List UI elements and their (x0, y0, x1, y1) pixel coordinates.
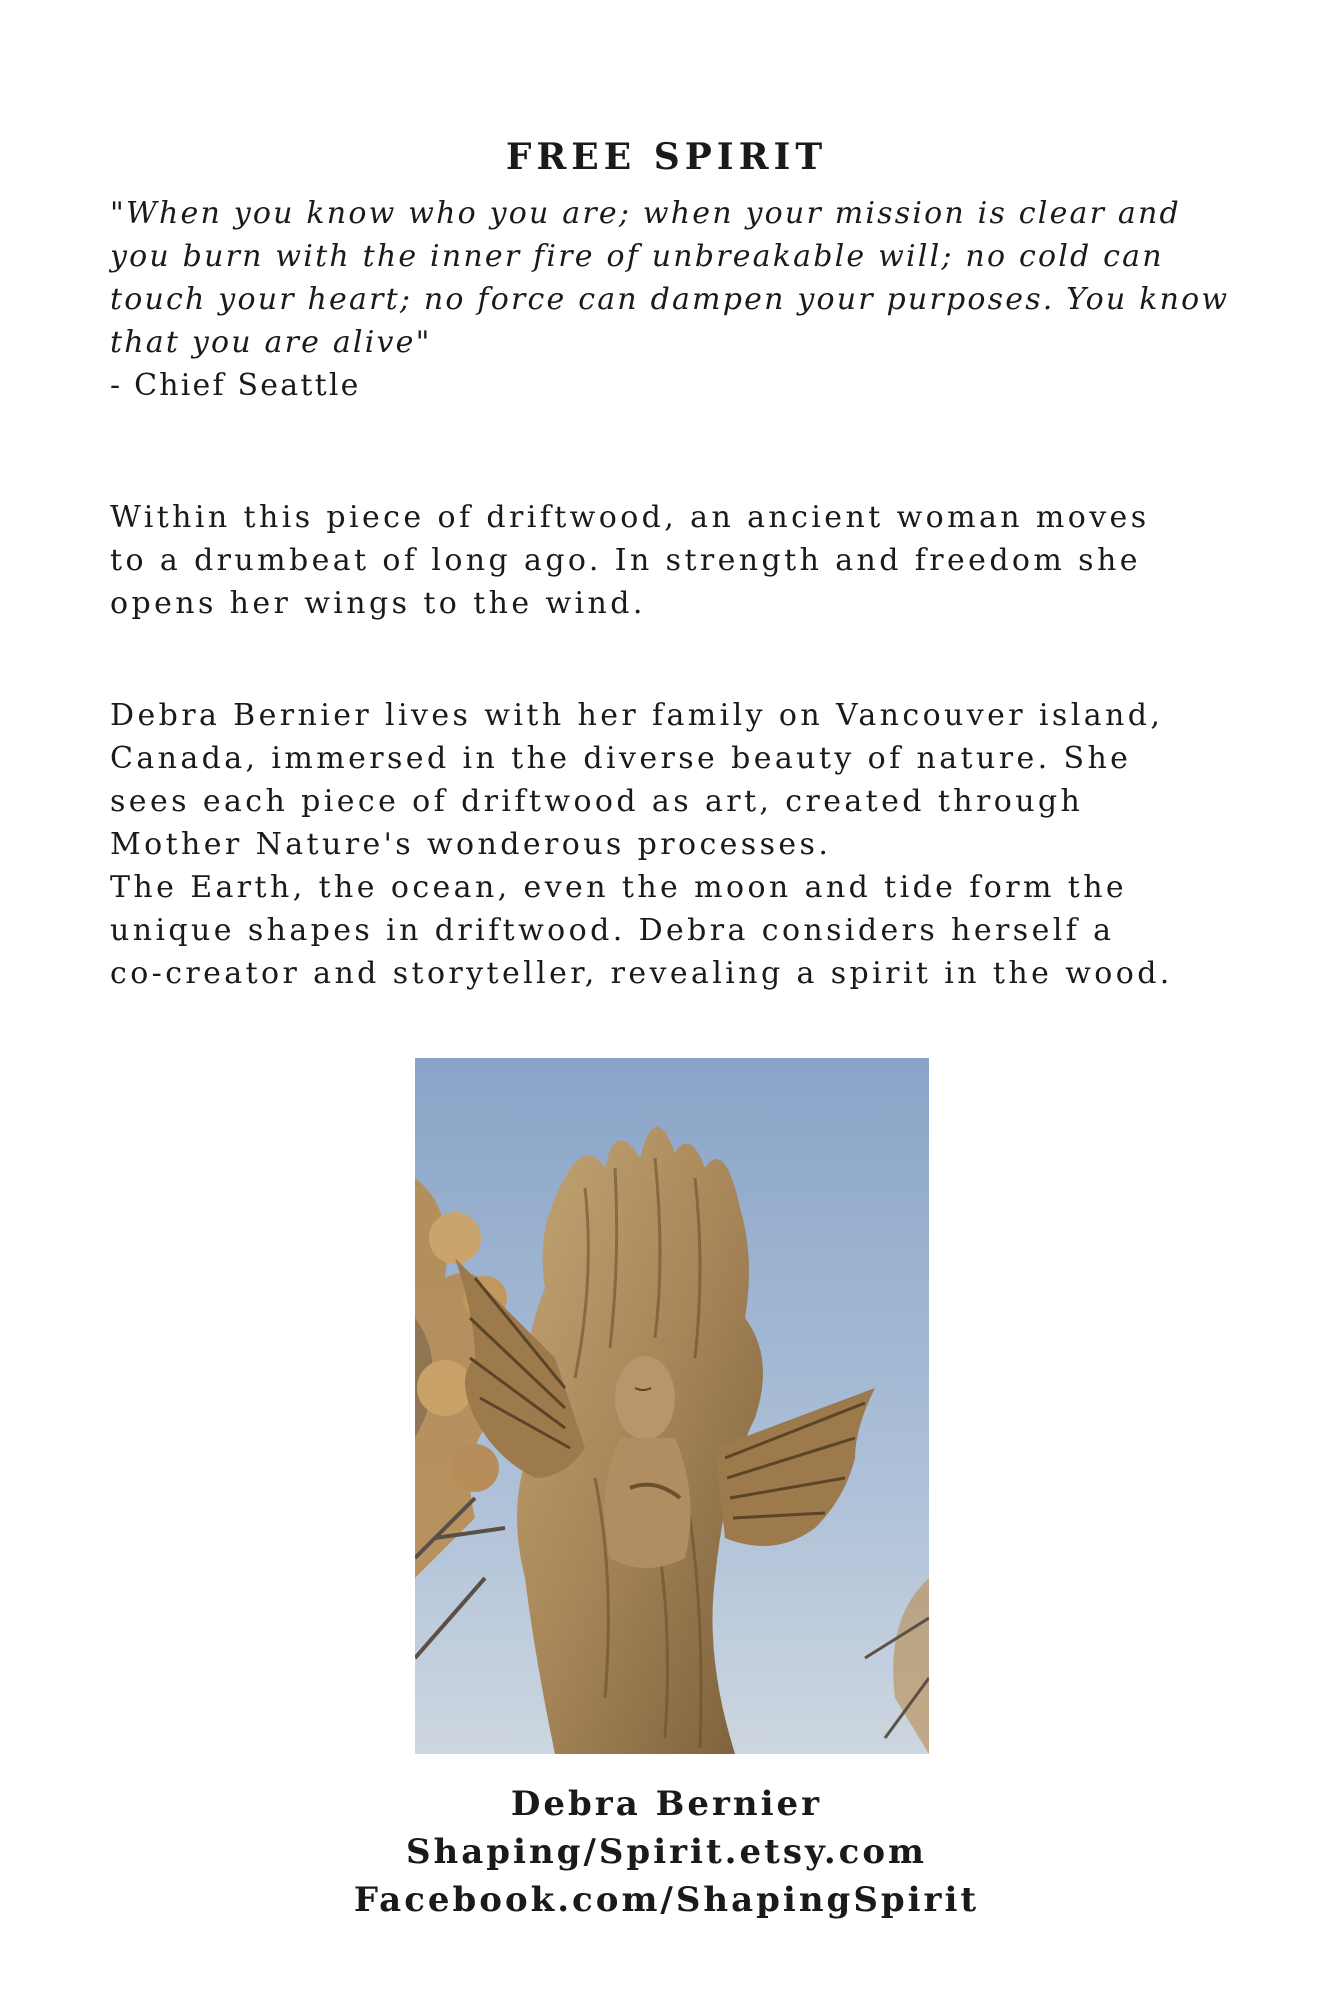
paragraph-line: co-creator and storyteller, revealing a spirit in the wood. (110, 956, 1173, 991)
artist-bio-paragraph (110, 694, 1280, 866)
page-title: FREE SPIRIT (505, 136, 828, 178)
paragraph-line: Mother Nature's wonderous processes. (110, 827, 832, 862)
etsy-link[interactable]: Shaping/Spirit.etsy.com (405, 1832, 928, 1872)
sculpture-photo (415, 1058, 929, 1754)
paragraph-line: to a drumbeat of long ago. In strength and freedom she (110, 543, 1141, 578)
facebook-link[interactable]: Facebook.com/ShapingSpirit (353, 1880, 980, 1920)
description-paragraph (110, 496, 1280, 625)
artist-name: Debra Bernier (510, 1784, 823, 1824)
quote-line: touch your heart; no force can dampen your purposes. You know (110, 282, 1230, 317)
quote-line: you burn with the inner fire of unbreakable will; no cold can (110, 239, 1164, 274)
paragraph-line: Canada, immersed in the diverse beauty of nature. She (110, 741, 1132, 776)
paragraph-line: The Earth, the ocean, even the moon and tide form the (110, 870, 1128, 905)
paragraph-line: unique shapes in driftwood. Debra considers herself a (110, 913, 1115, 948)
driftwood-sculpture-illustration (415, 1058, 929, 1754)
quote-attribution: - Chief Seattle (110, 368, 361, 403)
paragraph-line: Within this piece of driftwood, an ancient woman moves (110, 500, 1150, 535)
quote-text (110, 192, 1270, 364)
paragraph-line: opens her wings to the wind. (110, 586, 646, 621)
quote-line: "When you know who you are; when your mission is clear and (110, 196, 1181, 231)
quote-line: that you are alive" (110, 325, 432, 360)
paragraph-line: Debra Bernier lives with her family on Vancouver island, (110, 698, 1164, 733)
paragraph-line: sees each piece of driftwood as art, created through (110, 784, 1084, 819)
artist-process-paragraph (110, 866, 1280, 995)
